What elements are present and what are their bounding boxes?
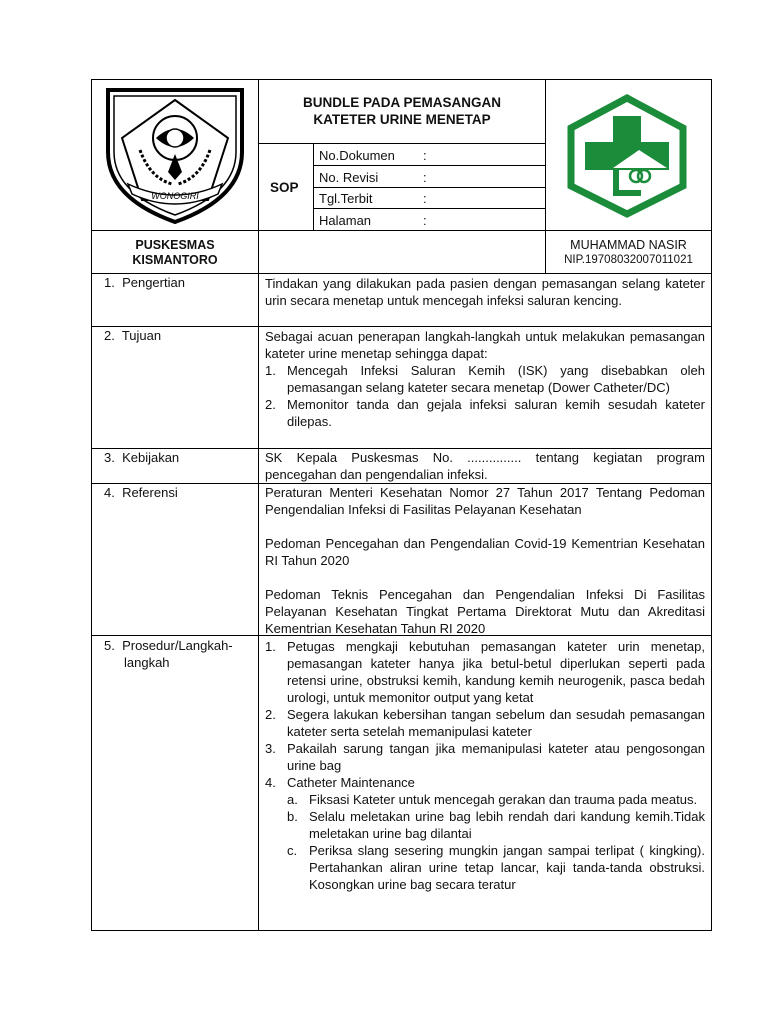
logo-caption: WONOGIRI (151, 191, 199, 201)
title-line-1: BUNDLE PADA PEMASANGAN (302, 95, 501, 110)
signer-name: MUHAMMAD NASIR (570, 238, 687, 252)
tujuan-intro: Sebagai acuan penerapan langkah-langkah untuk melakukan pemasangan kateter urine menetap sehingga dapat: (265, 329, 705, 361)
kebijakan-text: SK Kepala Puskesmas No. ............... tentang kegiatan program pencegahan dan pengendalian infeksi. (265, 450, 705, 482)
doc-field-tglterbit-label: Tgl.Terbit (319, 191, 373, 206)
signer (546, 238, 711, 268)
label-kebijakan: 3. Kebijakan (104, 450, 180, 465)
prosedur-subitem (287, 842, 705, 893)
doc-field-halaman-label: Halaman (319, 213, 372, 228)
doc-field-nodokumen-label: No.Dokumen (319, 148, 395, 163)
prosedur-item-num: 2. (265, 707, 276, 722)
pengertian-text: Tindakan yang dilakukan pada pasien dengan pemasangan selang kateter urin secara menetap untuk mencegah infeksi saluran kencing. (265, 276, 705, 308)
doc-field-norevisi-sep: : (423, 170, 427, 185)
referensi-body (265, 484, 705, 637)
org-line-1: PUSKESMAS (135, 238, 215, 252)
prosedur-subitem-text: Selalu meletakan urine bag lebih rendah dari kandung kemih.Tidak meletakan urine bag dilantai (309, 809, 705, 841)
prosedur-item (265, 774, 705, 791)
label-pengertian: 1. Pengertian (104, 275, 185, 290)
prosedur-subitems (265, 791, 705, 893)
prosedur-subitem (287, 808, 705, 842)
prosedur-item-num: 3. (265, 741, 276, 756)
prosedur-item-text: Pakailah sarung tangan jika memanipulasi kateter atau pengosongan urine bag (287, 741, 705, 773)
org-name (92, 238, 258, 268)
document-title (262, 94, 542, 128)
prosedur-subitem-num: b. (287, 809, 298, 824)
label-referensi: 4. Referensi (104, 485, 178, 500)
prosedur-item-text: Segera lakukan kebersihan tangan sebelum dan sesudah pemasangan kateter serta setelah memanipulasi kateter (287, 707, 705, 739)
referensi-item: Peraturan Menteri Kesehatan Nomor 27 Tahun 2017 Tentang Pedoman Pengendalian Infeksi di Fasilitas Pelayanan Kesehatan (265, 485, 705, 517)
doc-field-nodokumen-sep: : (423, 148, 427, 163)
tujuan-item-text: Memonitor tanda dan gejala infeksi saluran kemih sesudah kateter dilepas. (287, 397, 705, 429)
tujuan-item-num: 1. (265, 363, 276, 378)
puskesmas-logo (563, 94, 691, 218)
sop-label: SOP (270, 180, 299, 195)
prosedur-item-text: Petugas mengkaji kebutuhan pemasangan kateter urin menetap, pemasangan kateter hanya jika betul-betul diperlukan seperti pada retensi urine, obstruksi kemih, kandung kemih neurogenik, pasca bedah urologi, untuk memonitor output yang ketat (287, 639, 705, 705)
label-prosedur-line-1: 5. Prosedur/Langkah- (104, 638, 233, 653)
tujuan-item (265, 396, 705, 430)
prosedur-item (265, 706, 705, 740)
label-prosedur (104, 637, 233, 671)
label-prosedur-line-2: langkah (124, 655, 170, 670)
signer-nip: NIP.19708032007011021 (564, 254, 693, 266)
prosedur-subitem-text: Periksa slang sesering mungkin jangan sampai terlipat ( kingking). Pertahankan aliran urine tetap lancar, kaji tanda-tanda obstruksi. Kosongkan urine bag secara teratur (309, 843, 705, 892)
tujuan-body (265, 328, 705, 430)
title-line-2: KATETER URINE MENETAP (313, 112, 491, 127)
prosedur-body (265, 638, 705, 893)
prosedur-subitem-text: Fiksasi Kateter untuk mencegah gerakan dan trauma pada meatus. (309, 792, 698, 807)
prosedur-item (265, 638, 705, 706)
tujuan-item-num: 2. (265, 397, 276, 412)
wonogiri-emblem-logo (100, 80, 250, 228)
doc-field-norevisi-label: No. Revisi (319, 170, 379, 185)
prosedur-item-num: 4. (265, 775, 276, 790)
tujuan-item-text: Mencegah Infeksi Saluran Kemih (ISK) yang disebabkan oleh pemasangan selang kateter secara menetap (Dower Catheter/DC) (287, 363, 705, 395)
prosedur-subitem-num: c. (287, 843, 298, 858)
doc-field-tglterbit-sep: : (423, 191, 427, 206)
prosedur-subitem-num: a. (287, 792, 298, 807)
prosedur-item (265, 740, 705, 774)
prosedur-item-num: 1. (265, 639, 276, 654)
org-line-2: KISMANTORO (132, 253, 218, 267)
referensi-item: Pedoman Teknis Pencegahan dan Pengendalian Infeksi Di Fasilitas Pelayanan Kesehatan Tingkat Pertama Direktorat Mutu dan Akreditasi Kementrian Kesehatan Tahun RI 2020 (265, 587, 705, 636)
tujuan-item (265, 362, 705, 396)
label-tujuan: 2. Tujuan (104, 328, 162, 343)
prosedur-item-text: Catheter Maintenance (287, 775, 415, 790)
referensi-item: Pedoman Pencegahan dan Pengendalian Covid-19 Kementrian Kesehatan RI Tahun 2020 (265, 536, 705, 568)
prosedur-subitem (287, 791, 705, 808)
doc-field-halaman-sep: : (423, 213, 427, 228)
